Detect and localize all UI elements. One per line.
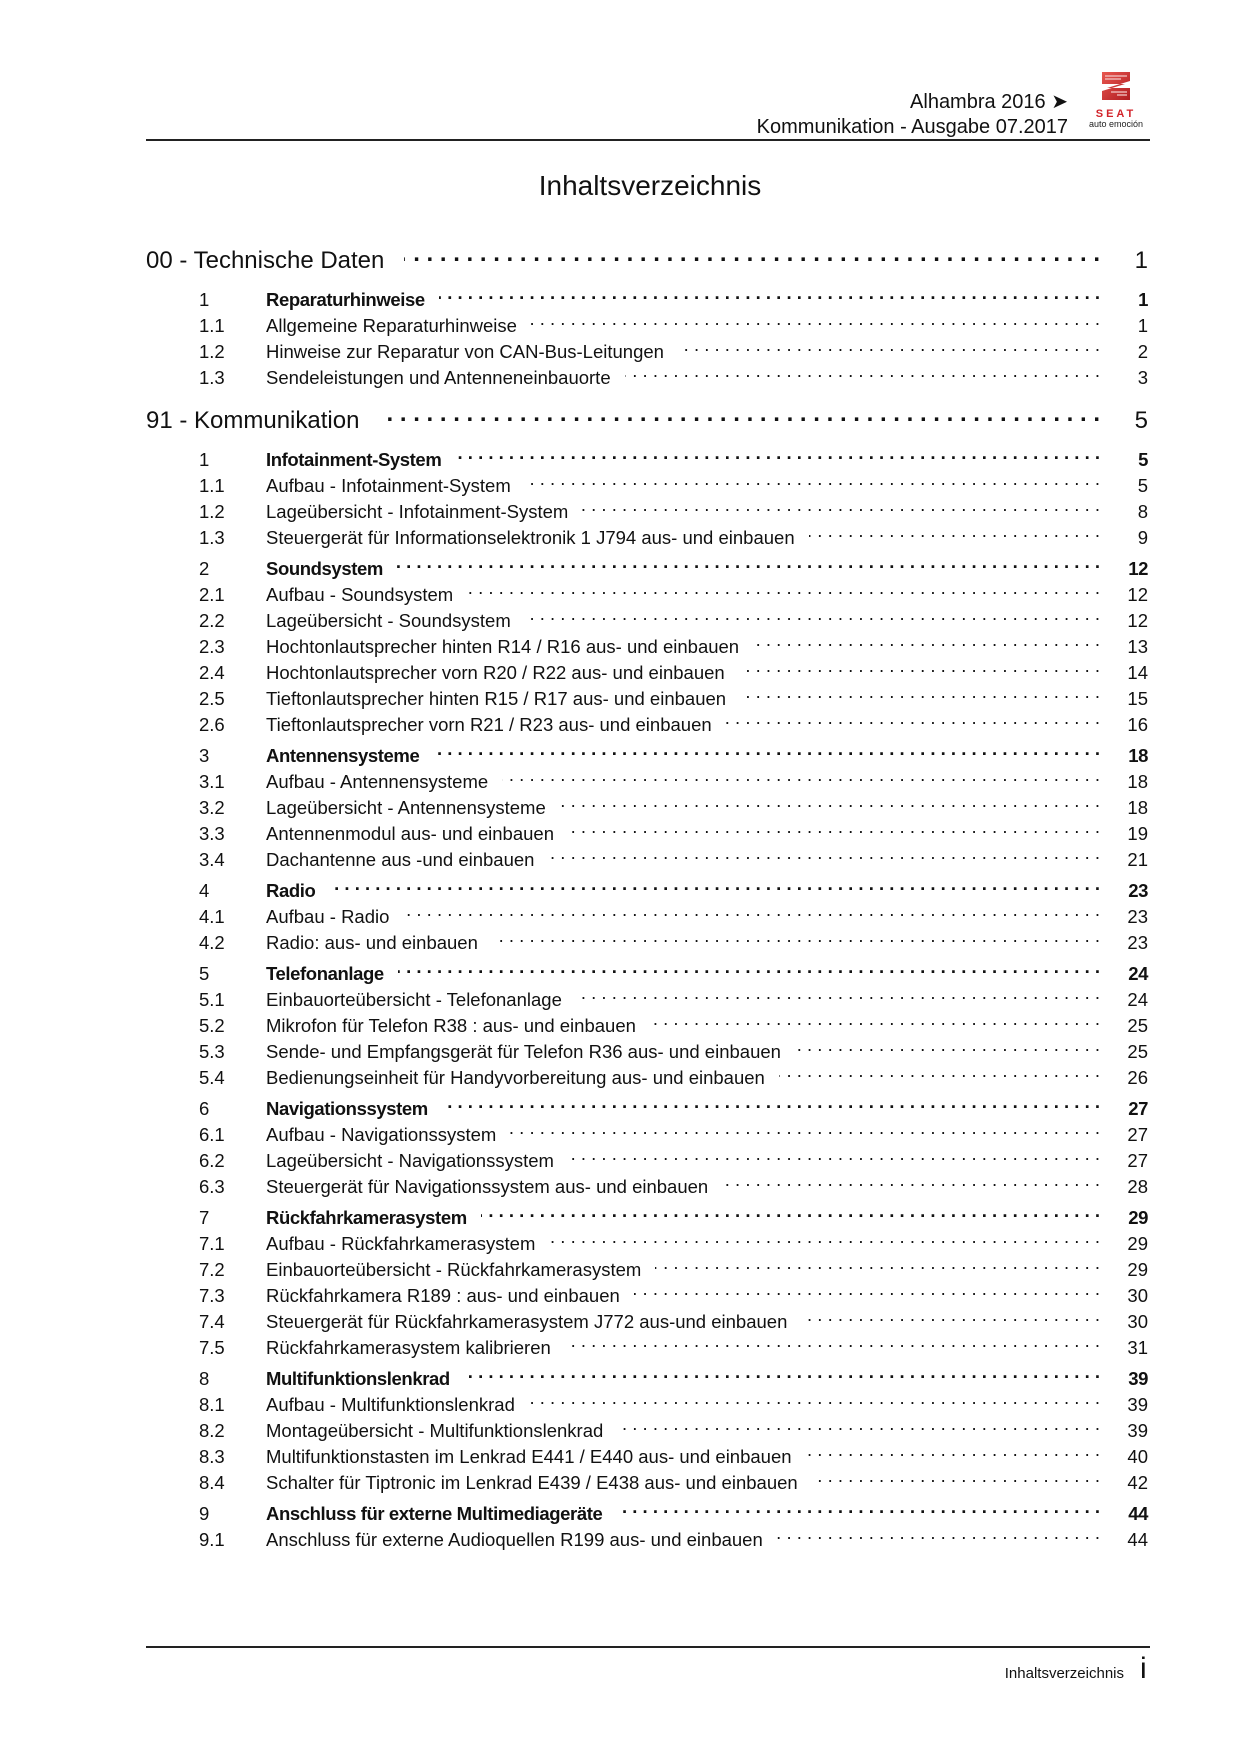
dot-leader: [726, 705, 1100, 731]
entry-title: Hochtonlautsprecher hinten R14 / R16 aus- und einbauen: [266, 636, 740, 657]
entry-number: 1.1: [199, 475, 225, 496]
page-number: 13: [1127, 636, 1148, 657]
footer-label: Inhaltsverzeichnis: [1004, 1665, 1124, 1682]
page-number: 30: [1127, 1285, 1148, 1306]
entry-title: Montageübersicht - Multifunktionslenkrad: [266, 1420, 604, 1441]
entry-title: Steuergerät für Navigationssystem aus- und einbauen: [266, 1176, 709, 1197]
table-of-contents: [146, 240, 1148, 1550]
toc-chapter[interactable]: [146, 1089, 1148, 1119]
entry-number: 8.3: [199, 1446, 225, 1467]
dot-leader: [625, 358, 1100, 384]
dot-leader: [529, 1385, 1100, 1411]
page-title: Inhaltsverzeichnis: [538, 170, 762, 201]
page-number: 21: [1127, 849, 1148, 870]
entry-title: Reparaturhinweise: [266, 289, 425, 310]
entry-title: Lageübersicht - Navigationssystem: [266, 1150, 554, 1171]
entry-number: 7.1: [199, 1233, 225, 1254]
page-number: 9: [1137, 527, 1148, 548]
page-number: 24: [1127, 989, 1148, 1010]
page-number: 23: [1127, 932, 1148, 953]
entry-title: Aufbau - Antennensysteme: [266, 771, 489, 792]
dot-leader: [403, 897, 1100, 923]
toc-chapter[interactable]: [146, 1359, 1148, 1389]
toc-chapter[interactable]: [146, 736, 1148, 766]
toc-section[interactable]: [146, 400, 1148, 434]
entry-title: Tieftonlautsprecher vorn R21 / R23 aus- und einbauen: [266, 714, 712, 735]
footer-page-number: i: [1140, 1652, 1147, 1685]
page-number: 27: [1128, 1098, 1148, 1119]
dot-leader: [433, 736, 1100, 762]
dot-leader: [379, 400, 1100, 428]
page-number: 44: [1128, 1503, 1148, 1524]
entry-title: Steuergerät für Rückfahrkamerasystem J772 aus-und einbauen: [266, 1311, 788, 1332]
dot-leader: [779, 1058, 1100, 1084]
page-number: 28: [1127, 1176, 1148, 1197]
entry-title: Rückfahrkamera R189 : aus- und einbauen: [266, 1285, 620, 1306]
page-number: 3: [1137, 367, 1148, 388]
dot-leader: [568, 814, 1100, 840]
entry-number: 7.4: [199, 1311, 225, 1332]
entry-number: 9.1: [199, 1529, 225, 1550]
dot-leader: [655, 1250, 1100, 1276]
entry-number: 8.2: [199, 1420, 225, 1441]
page-number: 1: [1134, 247, 1148, 274]
entry-title: Sende- und Empfangsgerät für Telefon R36 aus- und einbauen: [266, 1041, 781, 1062]
page-number: 5: [1137, 475, 1148, 496]
dot-leader: [464, 1359, 1100, 1385]
entry-title: Hinweise zur Reparatur von CAN-Bus-Leitungen: [266, 341, 664, 362]
entry-number: 6.1: [199, 1124, 225, 1145]
dot-leader: [568, 1141, 1100, 1167]
entry-number: 7.3: [199, 1285, 225, 1306]
entry-title: Sendeleistungen und Antenneneinbauorte: [266, 367, 611, 388]
entry-number: 2.3: [199, 636, 225, 657]
entry-number: 1.3: [199, 367, 225, 388]
entry-number: 3: [199, 745, 210, 766]
dot-leader: [740, 679, 1100, 705]
entry-number: 1.1: [199, 315, 225, 336]
entry-number: 3.3: [199, 823, 225, 844]
dot-leader: [510, 1115, 1100, 1141]
entry-title: Telefonanlage: [266, 963, 384, 984]
entry-title: Einbauorteübersicht - Telefonanlage: [266, 989, 562, 1010]
entry-number: 1.2: [199, 501, 225, 522]
dot-leader: [502, 762, 1100, 788]
page-number: 29: [1127, 1259, 1148, 1280]
entry-title: Antennensysteme: [266, 745, 420, 766]
page-number: 31: [1127, 1337, 1148, 1358]
dot-leader: [548, 840, 1100, 866]
entry-title: Lageübersicht - Soundsystem: [266, 610, 511, 631]
dot-leader: [582, 492, 1100, 518]
page-number: 39: [1128, 1368, 1148, 1389]
running-header: [757, 90, 1068, 140]
page-number: 39: [1127, 1420, 1148, 1441]
dot-leader: [531, 306, 1100, 332]
entry-title: Antennenmodul aus- und einbauen: [266, 823, 555, 844]
entry-title: Tieftonlautsprecher hinten R15 / R17 aus- und einbauen: [266, 688, 727, 709]
entry-number: 6: [199, 1098, 210, 1119]
dot-leader: [634, 1276, 1100, 1302]
entry-title: Anschluss für externe Multimediageräte: [266, 1503, 603, 1524]
entry-number: 5.1: [199, 989, 225, 1010]
entry-title: Lageübersicht - Antennensysteme: [266, 797, 546, 818]
entry-title: Navigationssystem: [266, 1098, 428, 1119]
page-number: 12: [1128, 558, 1148, 579]
entry-title: Aufbau - Rückfahrkamerasystem: [266, 1233, 536, 1254]
entry-number: 4.2: [199, 932, 225, 953]
entry-title: Soundsystem: [266, 558, 383, 579]
entry-number: 8: [199, 1368, 210, 1389]
entry-number: 5: [199, 963, 210, 984]
model-label: Alhambra 2016 ➤: [910, 91, 1068, 113]
page-number: 24: [1128, 963, 1148, 984]
entry-number: 1: [199, 289, 210, 310]
page-number: 1: [1137, 315, 1148, 336]
dot-leader: [404, 240, 1100, 268]
dot-leader: [525, 466, 1100, 492]
page-number: 18: [1128, 745, 1148, 766]
dot-leader: [809, 518, 1100, 544]
header-rule: [146, 139, 1150, 141]
dot-leader: [777, 1520, 1100, 1546]
entry-number: 3.1: [199, 771, 225, 792]
entry-number: 2.2: [199, 610, 225, 631]
page-number: 25: [1127, 1015, 1148, 1036]
dot-leader: [439, 280, 1100, 306]
entry-number: 1: [199, 449, 210, 470]
entry-title: Steuergerät für Informationselektronik 1 J794 aus- und einbauen: [266, 527, 795, 548]
page-number: 18: [1127, 797, 1148, 818]
dot-leader: [481, 1198, 1100, 1224]
page-number: 44: [1127, 1529, 1148, 1550]
entry-number: 3.2: [199, 797, 225, 818]
toc-chapter[interactable]: [146, 1494, 1148, 1524]
entry-number: 1.3: [199, 527, 225, 548]
entry-number: 8.4: [199, 1472, 225, 1493]
entry-number: 1.2: [199, 341, 225, 362]
page-number: 19: [1127, 823, 1148, 844]
seat-logo: [1078, 70, 1154, 129]
entry-number: 2: [199, 558, 210, 579]
dot-leader: [442, 1089, 1100, 1115]
dot-leader: [492, 923, 1100, 949]
entry-number: 6.3: [199, 1176, 225, 1197]
page-number: 12: [1127, 584, 1148, 605]
entry-number: 2.1: [199, 584, 225, 605]
page-number: 29: [1128, 1207, 1148, 1228]
page-number: 23: [1127, 906, 1148, 927]
dot-leader: [722, 1167, 1100, 1193]
entry-number: 7.2: [199, 1259, 225, 1280]
entry-number: 7.5: [199, 1337, 225, 1358]
manual-label: Kommunikation - Ausgabe 07.2017: [756, 116, 1068, 138]
dot-leader: [455, 440, 1100, 466]
entry-number: 5.3: [199, 1041, 225, 1062]
page-number: 25: [1127, 1041, 1148, 1062]
entry-title: Aufbau - Navigationssystem: [266, 1124, 497, 1145]
page-number: 27: [1127, 1124, 1148, 1145]
page-number: 2: [1137, 341, 1148, 362]
dot-leader: [801, 1302, 1100, 1328]
page-number: 27: [1127, 1150, 1148, 1171]
entry-title: Aufbau - Radio: [266, 906, 390, 927]
entry-title: Einbauorteübersicht - Rückfahrkamerasystem: [266, 1259, 642, 1280]
entry-number: 5.4: [199, 1067, 225, 1088]
entry-title: Radio: aus- und einbauen: [266, 932, 478, 953]
dot-leader: [616, 1494, 1100, 1520]
entry-title: Radio: [266, 880, 316, 901]
entry-number: 6.2: [199, 1150, 225, 1171]
entry-title: Aufbau - Infotainment-System: [266, 475, 511, 496]
entry-title: Mikrofon für Telefon R38 : aus- und einbauen: [266, 1015, 636, 1036]
entry-number: 3.4: [199, 849, 225, 870]
toc-chapter[interactable]: [146, 440, 1148, 470]
dot-leader: [467, 575, 1100, 601]
entry-title: Aufbau - Soundsystem: [266, 584, 454, 605]
page-number: 12: [1127, 610, 1148, 631]
page-number: 16: [1127, 714, 1148, 735]
page-number: 40: [1127, 1446, 1148, 1467]
entry-title: Multifunktionslenkrad: [266, 1368, 450, 1389]
page-number: 14: [1127, 662, 1148, 683]
dot-leader: [576, 980, 1100, 1006]
page-number: 30: [1127, 1311, 1148, 1332]
section-title: 00 - Technische Daten: [146, 247, 385, 274]
entry-title: Allgemeine Reparaturhinweise: [266, 315, 517, 336]
dot-leader: [549, 1224, 1100, 1250]
dot-leader: [525, 601, 1100, 627]
dot-leader: [806, 1437, 1100, 1463]
dot-leader: [753, 627, 1100, 653]
entry-title: Multifunktionstasten im Lenkrad E441 / E440 aus- und einbauen: [266, 1446, 792, 1467]
dot-leader: [329, 871, 1100, 897]
entry-title: Anschluss für externe Audioquellen R199 aus- und einbauen: [266, 1529, 763, 1550]
entry-number: 4.1: [199, 906, 225, 927]
dot-leader: [739, 653, 1100, 679]
dot-leader: [398, 954, 1100, 980]
dot-leader: [565, 1328, 1100, 1354]
entry-title: Rückfahrkamerasystem: [266, 1207, 467, 1228]
entry-number: 2.4: [199, 662, 225, 683]
toc-chapter[interactable]: [146, 549, 1148, 579]
entry-title: Hochtonlautsprecher vorn R20 / R22 aus- und einbauen: [266, 662, 725, 683]
entry-number: 8.1: [199, 1394, 225, 1415]
dot-leader: [678, 332, 1100, 358]
toc-chapter[interactable]: [146, 871, 1148, 901]
toc-chapter[interactable]: [146, 954, 1148, 984]
toc-chapter[interactable]: [146, 1198, 1148, 1228]
seat-emblem-icon: [1099, 70, 1133, 102]
entry-title: Bedienungseinheit für Handyvorbereitung aus- und einbauen: [266, 1067, 765, 1088]
entry-title: Rückfahrkamerasystem kalibrieren: [266, 1337, 551, 1358]
entry-title: Dachantenne aus -und einbauen: [266, 849, 535, 870]
entry-title: Infotainment-System: [266, 449, 442, 470]
page-number: 15: [1127, 688, 1148, 709]
entry-number: 9: [199, 1503, 210, 1524]
page-number: 39: [1127, 1394, 1148, 1415]
dot-leader: [560, 788, 1100, 814]
section-title: 91 - Kommunikation: [146, 407, 360, 434]
page-number: 26: [1127, 1067, 1148, 1088]
entry-title: Aufbau - Multifunktionslenkrad: [266, 1394, 515, 1415]
logo-tagline: auto emoción: [1088, 119, 1144, 129]
page-number: 29: [1127, 1233, 1148, 1254]
page-number: 5: [1134, 407, 1148, 434]
dot-leader: [795, 1032, 1100, 1058]
page-number: 1: [1138, 289, 1148, 310]
dot-leader: [650, 1006, 1100, 1032]
entry-number: 4: [199, 880, 210, 901]
page-number: 18: [1127, 771, 1148, 792]
page-number: 42: [1127, 1472, 1148, 1493]
dot-leader: [617, 1411, 1100, 1437]
toc-section[interactable]: [146, 240, 1148, 274]
page-number: 23: [1128, 880, 1148, 901]
dot-leader: [812, 1463, 1100, 1489]
dot-leader: [397, 549, 1100, 575]
entry-number: 7: [199, 1207, 210, 1228]
footer-rule: [146, 1646, 1150, 1648]
toc-chapter[interactable]: [146, 280, 1148, 310]
page-number: 8: [1137, 501, 1148, 522]
page-number: 5: [1138, 449, 1148, 470]
entry-number: 2.5: [199, 688, 225, 709]
entry-title: Schalter für Tiptronic im Lenkrad E439 / E438 aus- und einbauen: [266, 1472, 798, 1493]
logo-brand: SEAT: [1095, 108, 1137, 120]
entry-title: Lageübersicht - Infotainment-System: [266, 501, 569, 522]
entry-number: 2.6: [199, 714, 225, 735]
entry-number: 5.2: [199, 1015, 225, 1036]
